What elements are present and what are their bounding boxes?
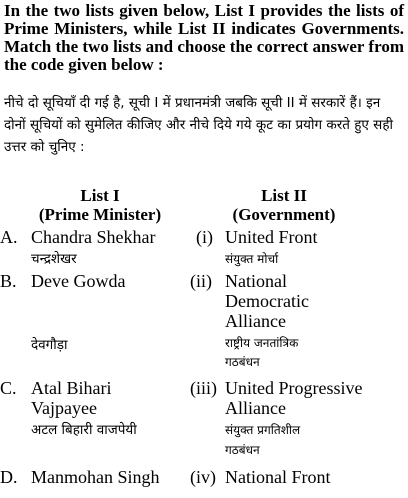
question-hindi: नीचे दो सूचियाँ दी गई है, सूची I में प्रधानमंत्री जबकि सूची II में सरकारें हैं। इन दोनों सूचियों को सुमेलित कीजिए और नीचे दिये गये कूट का प्रयोग करते हुए सही उत्तर को चुनिए : (4, 95, 393, 155)
list1-key-b: B. (0, 271, 17, 291)
list2-item-iii-hi-2: गठबंधन (225, 443, 260, 457)
list2-item-iii-en-1: United Progressive (225, 378, 363, 398)
list1-item-c-en-2: Vajpayee (31, 398, 97, 418)
list2-key-i: (i) (196, 227, 213, 247)
list2-item-iii-hi-1: संयुक्त प्रगतिशील (225, 423, 301, 437)
list2-item-ii-en-2: Democratic (225, 291, 309, 311)
list2-key-iv: (iv) (190, 467, 216, 487)
list1-key-a: A. (0, 227, 18, 247)
list1-key-c: C. (0, 378, 17, 398)
list2-key-ii: (ii) (190, 271, 212, 291)
list1-key-d: D. (0, 467, 18, 487)
list2-item-ii-en-1: National (225, 271, 287, 291)
list2-title: List II (261, 186, 307, 205)
list1-item-a-hi: चन्द्रशेखर (31, 251, 77, 267)
question-english: In the two lists given below, List I provides the lists of Prime Ministers, while List II indicates Governments. Match the two lists and choose the correct answer from the code given below : (4, 1, 404, 74)
list2-item-i-en: United Front (225, 227, 318, 247)
list2-subtitle: (Government) (232, 205, 336, 224)
list1-subtitle: (Prime Minister) (38, 205, 162, 224)
list2-item-ii-hi-2: गठबंधन (225, 355, 260, 369)
list1-item-c-hi: अटल बिहारी वाजपेयी (31, 422, 137, 438)
list1-title: List I (80, 186, 120, 205)
list2-item-ii-en-3: Alliance (225, 311, 286, 331)
list1-item-b-en: Deve Gowda (31, 271, 126, 291)
list1-item-b-hi: देवगौड़ा (31, 337, 68, 353)
list1-item-a-en: Chandra Shekhar (31, 227, 156, 247)
list1-item-d-en: Manmohan Singh (31, 467, 160, 487)
list2-item-iii-en-2: Alliance (225, 398, 286, 418)
list1-item-c-en-1: Atal Bihari (31, 378, 112, 398)
list2-item-iv-en: National Front (225, 467, 331, 487)
list2-item-ii-hi-1: राष्ट्रीय जनतांत्रिक (225, 336, 299, 350)
list2-item-i-hi: संयुक्त मोर्चा (225, 252, 279, 266)
list1-header (20, 186, 180, 224)
list2-key-iii: (iii) (190, 378, 217, 398)
list2-header (206, 186, 362, 224)
